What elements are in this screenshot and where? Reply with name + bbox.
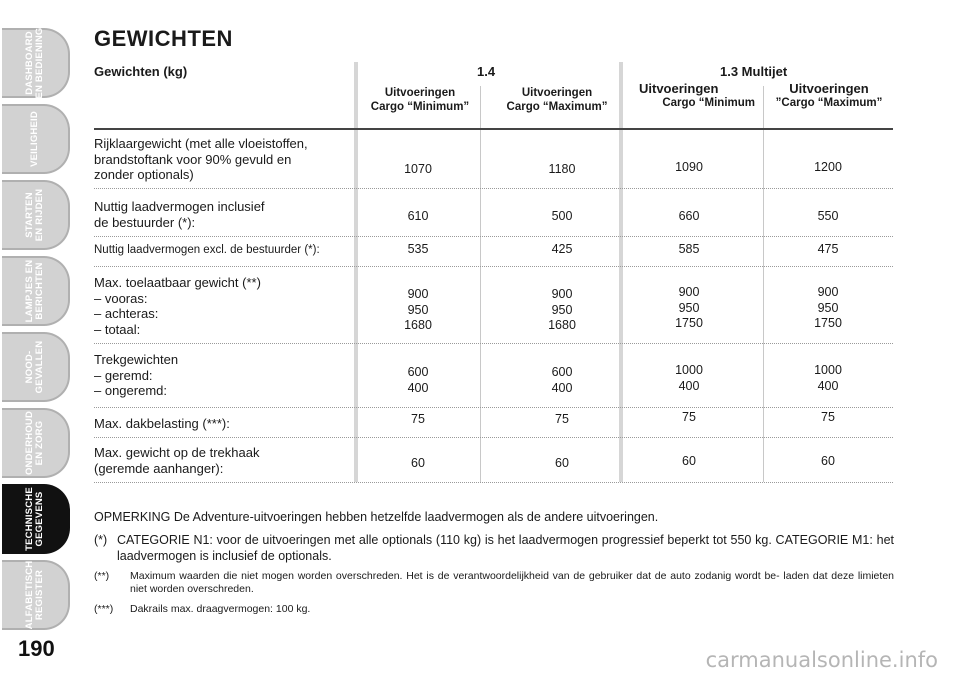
column-header-line2: Cargo “Minimum — [662, 97, 755, 109]
column-header-line2: Cargo “Minimum” — [370, 101, 470, 113]
tab-starten[interactable] — [2, 180, 70, 250]
footnote-text: CATEGORIE N1: voor de uitvoeringen met alle optionals (110 kg) is het laadvermogen progressief beperkt tot 550 kg. CATEGORIE M1: het laadvermogen is inclusief de optionals. — [117, 533, 894, 563]
table-cell: 535 — [407, 242, 429, 256]
table-cell: 500 — [551, 209, 573, 223]
tab-label: STARTEN EN RIJDEN — [24, 188, 45, 242]
row-label-laadvermogen-excl: Nuttig laadvermogen excl. de bestuurder (*): — [94, 244, 320, 256]
row-divider — [94, 482, 893, 483]
table-cell: 1200 — [814, 160, 842, 174]
tab-onderhoud[interactable] — [2, 408, 70, 478]
tab-technische-gegevens[interactable] — [2, 484, 70, 554]
table-cell: 550 — [817, 209, 839, 223]
row-label-laadvermogen-incl: Nuttig laadvermogen inclusief de bestuurder (*): — [94, 199, 265, 230]
table-cell: 60 — [555, 456, 569, 470]
column-header-line1: Uitvoeringen — [384, 87, 456, 99]
footnote-marker: (*) — [94, 533, 108, 547]
tab-label: ALFABETISCH REGISTER — [24, 560, 45, 630]
tab-veiligheid[interactable] — [2, 104, 70, 174]
column-divider — [480, 86, 481, 482]
tab-label: DASHBOARD EN BEDIENING — [24, 27, 45, 99]
column-header-line2: Cargo “Maximum” — [506, 101, 608, 113]
tab-lampjes[interactable] — [2, 256, 70, 326]
table-cell: 1000 400 — [675, 363, 703, 393]
row-label-trekgewichten: Trekgewichten – geremd: – ongeremd: — [94, 352, 179, 398]
table-cell: 1180 — [548, 162, 576, 176]
row-label-max-gewicht: Max. toelaatbaar gewicht (**) – vooras: – achteras: – totaal: — [94, 275, 261, 337]
table-cell: 60 — [682, 454, 696, 468]
column-header-line2: ”Cargo “Maximum” — [775, 97, 883, 109]
column-header — [633, 82, 763, 110]
table-cell: 75 — [682, 410, 696, 424]
column-divider — [763, 86, 764, 482]
chapter-sidebar — [0, 0, 76, 677]
table-cell: 475 — [817, 242, 839, 256]
row-divider — [94, 437, 893, 438]
table-cell: 600 400 — [551, 365, 573, 395]
table-cell: 60 — [411, 456, 425, 470]
footnote-marker: (**) — [94, 570, 110, 582]
tab-noodgevallen[interactable] — [2, 332, 70, 402]
row-divider — [94, 188, 893, 189]
table-cell: 1070 — [404, 162, 432, 176]
footnote-text: Maximum waarden die niet mogen worden overschreden. Het is de verantwoordelijkheid van de gebruiker dat de auto zodanig wordt be- laden dat deze limieten niet worden overschreden. — [130, 570, 894, 595]
row-divider — [94, 343, 893, 344]
tab-label: VEILIGHEID — [29, 111, 40, 167]
column-header-line1: Uitvoeringen — [521, 87, 593, 99]
tab-label: ONDERHOUD EN ZORG — [24, 410, 45, 476]
table-cell: 1000 400 — [814, 363, 842, 393]
column-header-line1: Uitvoeringen — [789, 81, 869, 96]
row-divider — [94, 236, 893, 237]
table-cell: 900 950 1750 — [675, 285, 703, 330]
column-header-line1: Uitvoeringen — [639, 81, 719, 96]
page-title: GEWICHTEN — [94, 26, 233, 51]
table-cell: 75 — [821, 410, 835, 424]
table-cell: 600 400 — [407, 365, 429, 395]
footnote-text: Dakrails max. draagvermogen: 100 kg. — [130, 603, 311, 615]
column-divider — [354, 62, 358, 482]
table-cell: 610 — [407, 209, 429, 223]
table-header-label: Gewichten (kg) — [94, 64, 188, 79]
footnote-3 — [94, 603, 894, 616]
page-number: 190 — [18, 636, 55, 661]
table-cell: 425 — [551, 242, 573, 256]
table-cell: 585 — [678, 242, 700, 256]
row-label-rijklaargewicht: Rijklaargewicht (met alle vloeistoffen, brandstoftank voor 90% gevuld en zonder optionals) — [94, 136, 308, 182]
row-divider — [94, 266, 893, 267]
tab-label: TECHNISCHE GEGEVENS — [24, 487, 45, 551]
group-header-1-4: 1.4 — [477, 64, 496, 79]
opmerking-note: OPMERKING De Adventure-uitvoeringen hebben hetzelfde laadvermogen als de andere uitvoeringen. — [94, 510, 659, 524]
footnote-marker: (***) — [94, 603, 114, 615]
column-header — [765, 82, 893, 110]
table-cell: 660 — [678, 209, 700, 223]
tab-label: NOOD- GEVALLEN — [24, 340, 45, 394]
tab-dashboard[interactable] — [2, 28, 70, 98]
table-cell: 75 — [555, 412, 569, 426]
row-label-trekhaak: Max. gewicht op de trekhaak (geremde aanhanger): — [94, 445, 260, 476]
header-rule — [94, 128, 893, 130]
watermark: carmanualsonline.info — [705, 648, 938, 672]
footnote-1 — [94, 532, 894, 564]
row-label-dakbelasting: Max. dakbelasting (***): — [94, 416, 230, 431]
row-divider — [94, 407, 893, 408]
tab-alfabetisch-register[interactable] — [2, 560, 70, 630]
column-header — [496, 86, 618, 114]
table-cell: 900 950 1750 — [814, 285, 842, 330]
column-header — [361, 86, 479, 114]
table-cell: 75 — [411, 412, 425, 426]
table-cell: 1090 — [675, 160, 703, 174]
column-divider — [619, 62, 623, 482]
group-header-multijet: 1.3 Multijet — [720, 64, 788, 79]
table-cell: 900 950 1680 — [548, 287, 576, 332]
table-cell: 60 — [821, 454, 835, 468]
footnote-2 — [94, 570, 894, 596]
tab-label: LAMPJES EN BERICHTEN — [24, 259, 45, 323]
table-cell: 900 950 1680 — [404, 287, 432, 332]
